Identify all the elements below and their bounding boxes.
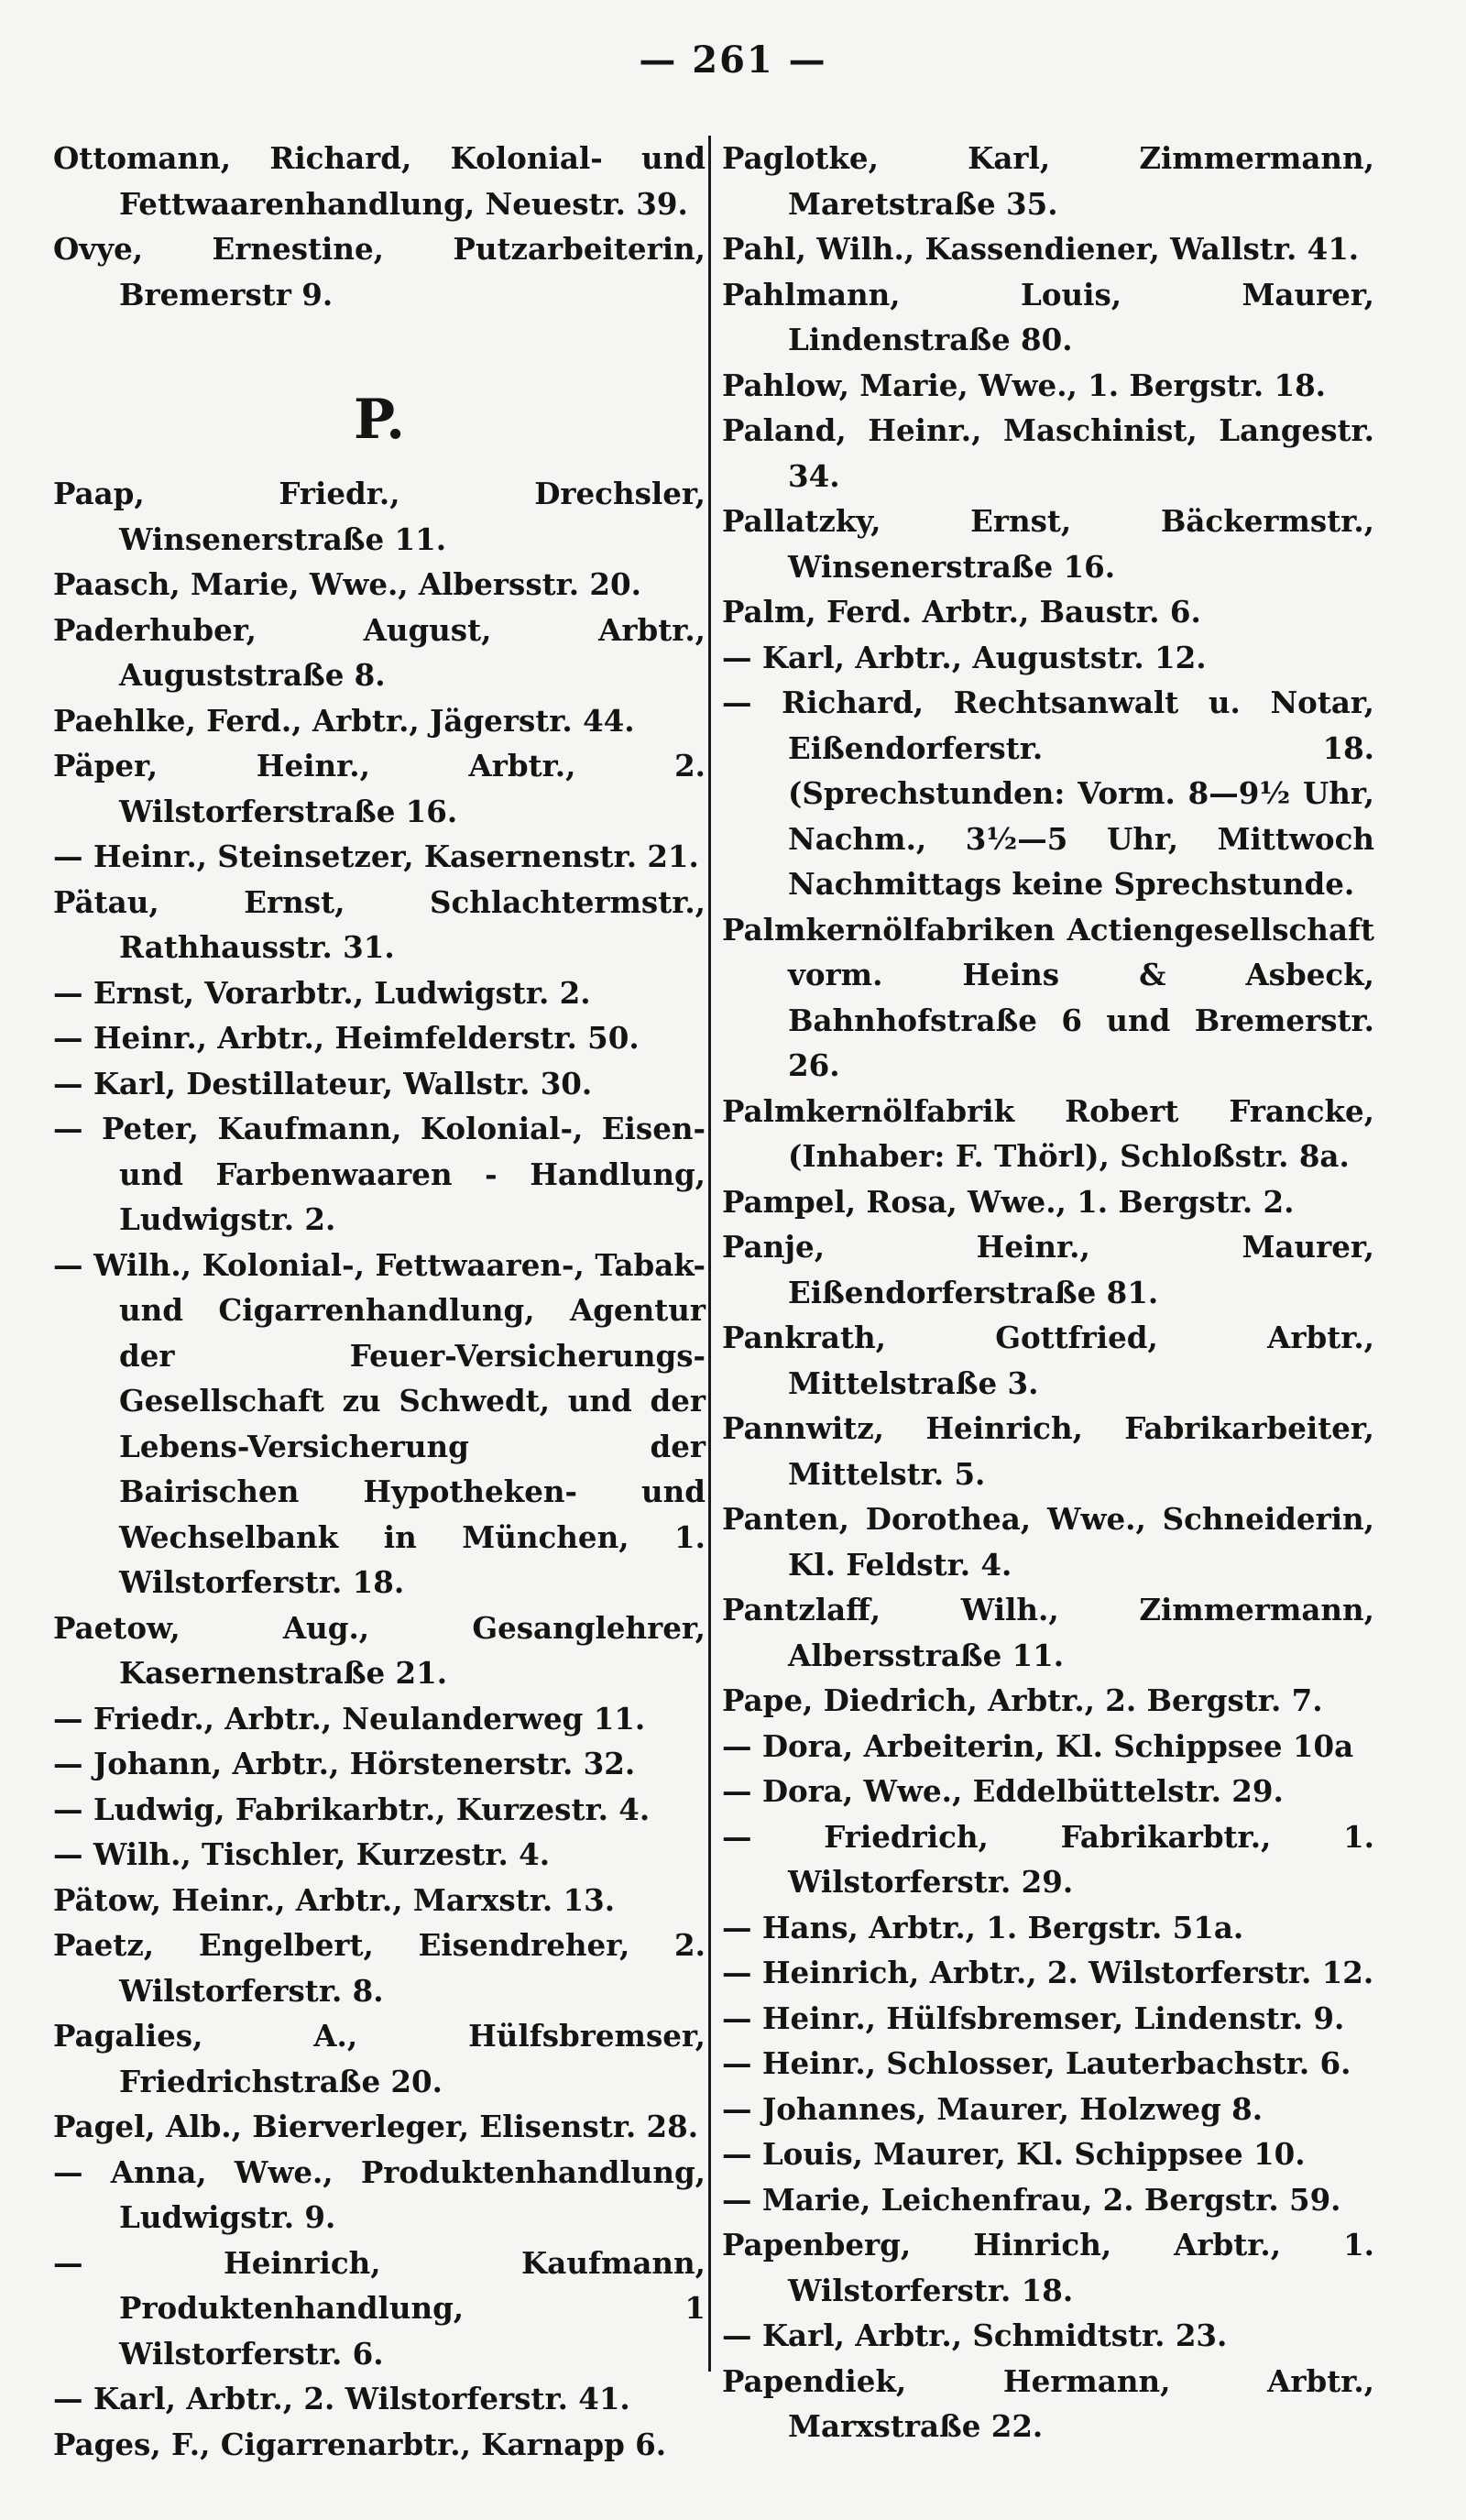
directory-entry: — Heinr., Steinsetzer, Kasernenstr. 21. (53, 838, 699, 874)
directory-entry: Palmkernölfabrik Robert Francke, (Inhaber: F. Thörl), Schloßstr. 8a. (722, 1092, 1374, 1174)
directory-entry: Pahl, Wilh., Kassendiener, Wallstr. 41. (722, 231, 1360, 267)
directory-entry: Papendiek, Hermann, Arbtr., Marxstraße 22. (722, 2362, 1374, 2444)
entries-before-section (53, 136, 706, 317)
directory-entry: Pages, F., Cigarrenarbtr., Karnapp 6. (53, 2426, 667, 2462)
page-number: — 261 — (639, 38, 827, 82)
directory-entry: — Johannes, Maurer, Holzweg 8. (722, 2090, 1264, 2127)
directory-entry: Pankrath, Gottfried, Arbtr., Mittelstraße 3. (722, 1320, 1374, 1401)
directory-entry: — Heinr., Hülfsbremser, Lindenstr. 9. (722, 2000, 1345, 2036)
directory-entry: — Louis, Maurer, Kl. Schippsee 10. (722, 2136, 1306, 2172)
directory-entry: Paap, Friedr., Drechsler, Winsenerstraße 11. (53, 476, 706, 557)
directory-entry: — Dora, Wwe., Eddelbüttelstr. 29. (722, 1773, 1284, 1809)
directory-entry: Paetow, Aug., Gesanglehrer, Kasernenstraße 21. (53, 1609, 706, 1691)
directory-entry: Ovye, Ernestine, Putzarbeiterin, Bremerstr 9. (53, 231, 706, 312)
directory-entry: — Peter, Kaufmann, Kolonial-, Eisen- und Farbenwaaren - Handlung, Ludwigstr. 2. (53, 1111, 706, 1237)
directory-entry: — Ernst, Vorarbtr., Ludwigstr. 2. (53, 974, 591, 1011)
directory-entry: — Johann, Arbtr., Hörstenerstr. 32. (53, 1746, 636, 1781)
directory-entry: Paland, Heinr., Maschinist, Langestr. 34. (722, 412, 1374, 494)
directory-entry: — Karl, Arbtr., Schmidtstr. 23. (722, 2317, 1228, 2353)
directory-entry: — Richard, Rechtsanwalt u. Notar, Eißendorferstr. 18. (Sprechstunden: Vorm. 8—9½ Uhr, Nachm., 3½—5 Uhr, Mittwoch Nachmittags keine Sprechstunde. (722, 685, 1374, 902)
directory-entry: — Heinr., Arbtr., Heimfelderstr. 50. (53, 1020, 640, 1056)
directory-entry: Paetz, Engelbert, Eisendreher, 2. Wilstorferstr. 8. (53, 1927, 706, 2009)
right-column (722, 136, 1374, 2449)
left-column (53, 136, 706, 2467)
column-divider (708, 136, 711, 2372)
directory-entry: Pahlmann, Louis, Maurer, Lindenstraße 80. (722, 276, 1374, 357)
directory-entry: — Friedr., Arbtr., Neulanderweg 11. (53, 1700, 646, 1737)
directory-entry: — Heinrich, Kaufmann, Produktenhandlung, 1 Wilstorferstr. 6. (53, 2244, 706, 2372)
directory-entry: — Heinr., Schlosser, Lauterbachstr. 6. (722, 2045, 1351, 2081)
left-entries (53, 471, 706, 2467)
directory-entry: Paasch, Marie, Wwe., Albersstr. 20. (53, 566, 641, 602)
directory-entry: — Friedrich, Fabrikarbtr., 1. Wilstorferstr. 29. (722, 1818, 1374, 1900)
directory-entry: — Ludwig, Fabrikarbtr., Kurzestr. 4. (53, 1791, 651, 1827)
directory-entry: Palm, Ferd. Arbtr., Baustr. 6. (722, 594, 1201, 630)
directory-entry: Pannwitz, Heinrich, Fabrikarbeiter, Mittelstr. 5. (722, 1410, 1374, 1492)
directory-entry: — Anna, Wwe., Produktenhandlung, Ludwigstr. 9. (53, 2153, 706, 2235)
directory-entry: Pagalies, A., Hülfsbremser, Friedrichstraße 20. (53, 2018, 706, 2099)
directory-entry: Panten, Dorothea, Wwe., Schneiderin, Kl. Feldstr. 4. (722, 1501, 1374, 1583)
directory-entry: — Karl, Destillateur, Wallstr. 30. (53, 1065, 593, 1101)
directory-entry: Paglotke, Karl, Zimmermann, Maretstraße 35. (722, 140, 1374, 222)
directory-entry: Paderhuber, August, Arbtr., Auguststraße 8. (53, 611, 706, 693)
directory-entry: — Hans, Arbtr., 1. Bergstr. 51a. (722, 1909, 1244, 1945)
directory-entry: Pampel, Rosa, Wwe., 1. Bergstr. 2. (722, 1183, 1295, 1220)
directory-entry: — Dora, Arbeiterin, Kl. Schippsee 10a (722, 1727, 1354, 1764)
directory-entry: Paehlke, Ferd., Arbtr., Jägerstr. 44. (53, 702, 635, 739)
directory-entry: Ottomann, Richard, Kolonial- und Fettwaarenhandlung, Neuestr. 39. (53, 140, 706, 222)
directory-entry: Pape, Diedrich, Arbtr., 2. Bergstr. 7. (722, 1682, 1323, 1718)
directory-entry: — Marie, Leichenfrau, 2. Bergstr. 59. (722, 2181, 1341, 2218)
directory-entry: Päper, Heinr., Arbtr., 2. Wilstorferstraße 16. (53, 748, 706, 829)
directory-entry: — Karl, Arbtr., Auguststr. 12. (722, 639, 1207, 675)
directory-entry: — Wilh., Kolonial-, Fettwaaren-, Tabak- und Cigarrenhandlung, Agentur der Feuer-Versicherungs-Gesellschaft zu Schwedt, und der Lebens-Versicherung der Bairischen Hypotheken- und Wechselbank in München, 1. Wilstorferstr. 18. (53, 1246, 706, 1600)
directory-entry: Pallatzky, Ernst, Bäckermstr., Winsenerstraße 16. (722, 503, 1374, 585)
directory-entry: Pantzlaff, Wilh., Zimmermann, Albersstraße 11. (722, 1592, 1374, 1673)
directory-entry: — Heinrich, Arbtr., 2. Wilstorferstr. 12. (722, 1955, 1374, 1990)
section-letter: P. (353, 388, 406, 452)
directory-entry: — Wilh., Tischler, Kurzestr. 4. (53, 1836, 551, 1872)
directory-entry: Panje, Heinr., Maurer, Eißendorferstraße 81. (722, 1229, 1374, 1310)
directory-entry: Pahlow, Marie, Wwe., 1. Bergstr. 18. (722, 367, 1326, 403)
directory-entry: Pätau, Ernst, Schlachtermstr., Rathhausstr. 31. (53, 883, 706, 965)
right-entries (722, 136, 1374, 2449)
directory-entry: Pagel, Alb., Bierverleger, Elisenstr. 28. (53, 2109, 699, 2144)
directory-entry: Pätow, Heinr., Arbtr., Marxstr. 13. (53, 1881, 616, 1918)
directory-entry: Papenberg, Hinrich, Arbtr., 1. Wilstorferstr. 18. (722, 2227, 1374, 2308)
directory-entry: Palmkernölfabriken Actiengesellschaft vorm. Heins & Asbeck, Bahnhofstraße 6 und Bremerstr. 26. (722, 911, 1374, 1083)
directory-entry: — Karl, Arbtr., 2. Wilstorferstr. 41. (53, 2381, 630, 2416)
